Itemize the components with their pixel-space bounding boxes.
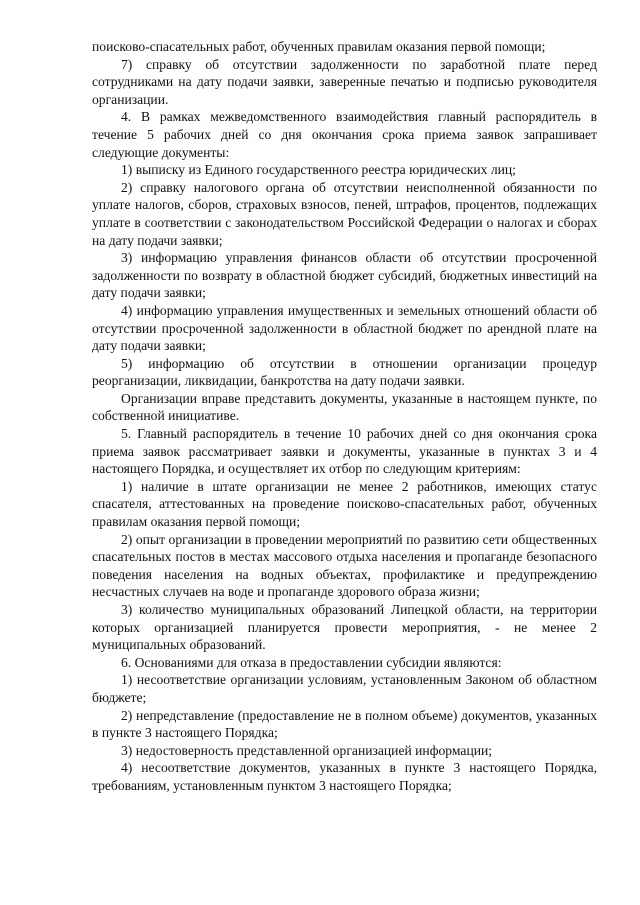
paragraph-item-7-salary-debt: 7) справку об отсутствии задолженности по заработной плате перед сотрудниками на дату подачи заявки, заверенные печатью и подписью руководителя организации.	[92, 56, 597, 107]
paragraph-continuation: поисково-спасательных работ, обученных правилам оказания первой помощи;	[92, 39, 546, 54]
paragraph-criterion-3: 3) количество муниципальных образований Липецкой области, на территории которых организацией планируется провести мероприятия, - не менее 2 муниципальных образований.	[92, 602, 597, 653]
paragraph-refusal-4: 4) несоответствие документов, указанных в пункте 3 настоящего Порядка, требованиям, установленным пунктом 3 настоящего Порядка;	[92, 760, 597, 793]
paragraph-refusal-3: 3) недостоверность представленной организацией информации;	[121, 742, 493, 758]
paragraph-refusal-1: 1) несоответствие организации условиям, установленным Законом об областном бюджете;	[92, 672, 597, 705]
paragraph-own-initiative: Организации вправе представить документы, указанные в настоящем пункте, по собственной инициативе.	[92, 390, 597, 424]
paragraph-section-6: 6. Основаниями для отказа в предоставлении субсидии являются:	[121, 654, 502, 670]
paragraph-section-4: 4. В рамках межведомственного взаимодействия главный распорядитель в течение 5 рабочих дней со дня окончания срока приема заявок запрашивает следующие документы:	[92, 109, 597, 160]
paragraph-criterion-1: 1) наличие в штате организации не менее 2 работников, имеющих статус спасателя, аттестованных на проведение поисково-спасательных работ, обученных правилам оказания первой помощи;	[92, 478, 597, 530]
paragraph-item-2-tax-certificate: 2) справку налогового органа об отсутствии неисполненной обязанности по уплате налогов, сборов, страховых взносов, пеней, штрафов, процентов, подлежащих уплате в соответствии с законодательством Российской Федерации о налогах и сборах на дату подачи заявки;	[92, 179, 597, 248]
paragraph-section-5: 5. Главный распорядитель в течение 10 рабочих дней со дня окончания срока приема заявок рассматривает заявки и документы, указанные в пунктах 3 и 4 настоящего Порядка, и осуществляет их отбор по следующим критериям:	[92, 426, 597, 477]
paragraph-item-5-bankruptcy-info: 5) информацию об отсутствии в отношении организации процедур реорганизации, ликвидации, банкротства на дату подачи заявки.	[92, 355, 597, 389]
paragraph-item-1-egrul: 1) выписку из Единого государственного реестра юридических лиц;	[121, 162, 516, 178]
paragraph-item-3-finance-info: 3) информацию управления финансов области об отсутствии просроченной задолженности по возврату в областной бюджет субсидий, бюджетных инвестиций на дату подачи заявки;	[92, 250, 597, 301]
paragraph-criterion-2: 2) опыт организации в проведении мероприятий по развитию сети общественных спасательных постов в местах массового отдыха населения и пропаганде безопасного поведения населения на водных объектах, профилактике и предупреждению несчастных случаев на воде и пропаганде здорового образа жизни;	[92, 531, 597, 600]
paragraph-refusal-2: 2) непредставление (предоставление не в полном объеме) документов, указанных в пункте 3 настоящего Порядка;	[92, 707, 597, 741]
paragraph-item-4-property-info: 4) информацию управления имущественных и земельных отношений области об отсутствии просроченной задолженности в областной бюджет по арендной плате на дату подачи заявки;	[92, 302, 597, 354]
document-page	[92, 38, 597, 795]
